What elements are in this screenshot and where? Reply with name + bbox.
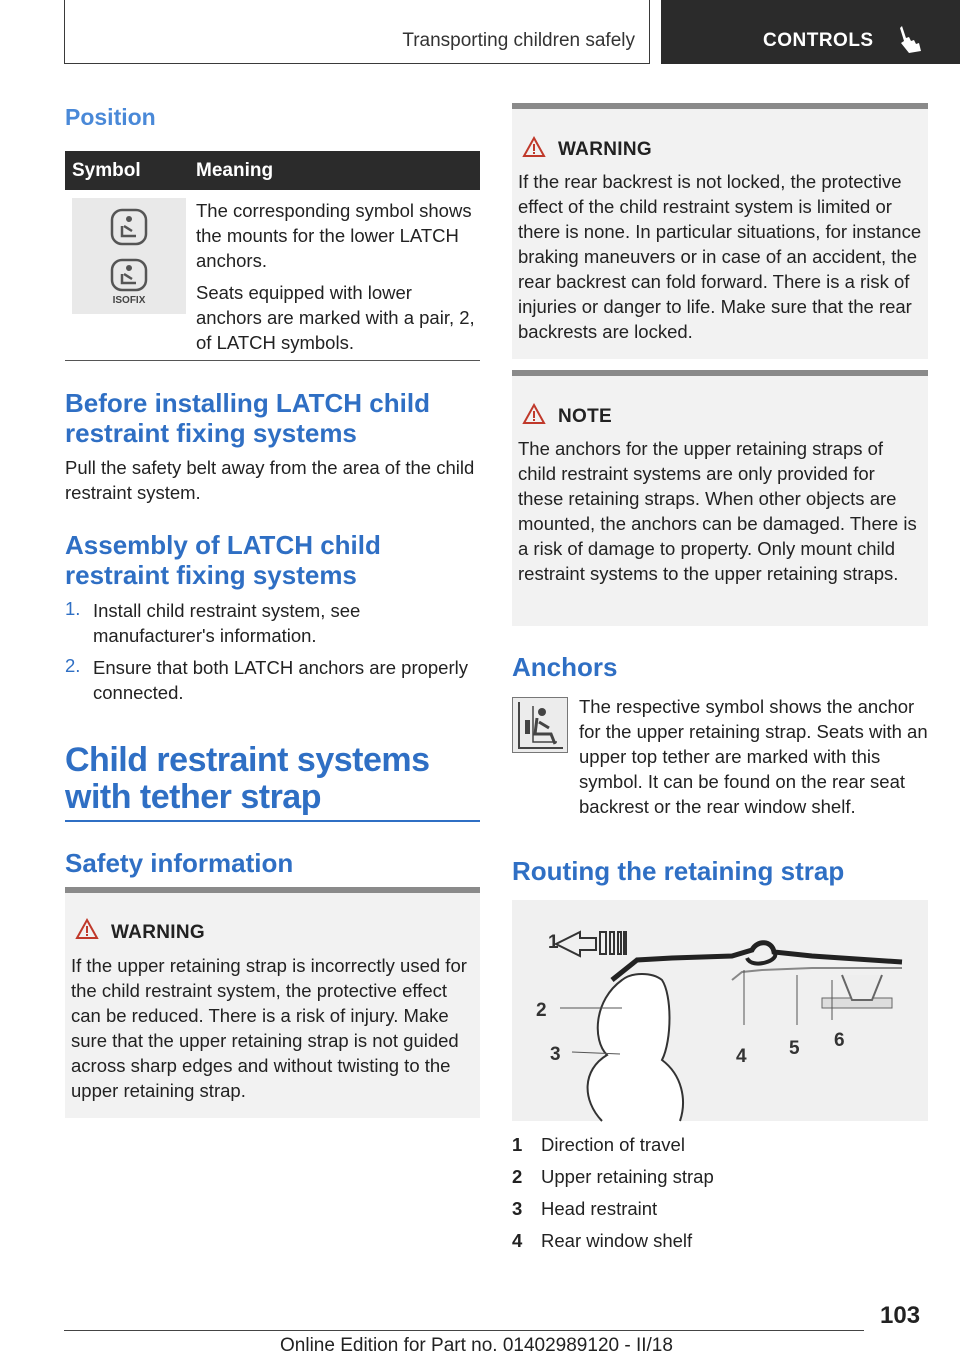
- col-meaning: Meaning: [196, 160, 274, 181]
- meaning-paragraph-1: The corresponding symbol shows the mounts for the lower LATCH anchors.: [196, 200, 472, 271]
- routing-heading: Routing the retaining strap: [512, 856, 845, 886]
- symbol-table-header: [65, 151, 480, 190]
- pointing-hand-icon: [897, 24, 923, 54]
- legend-number: 3: [512, 1198, 523, 1219]
- legend-text: Direction of travel: [541, 1134, 685, 1155]
- meaning-paragraph-2: Seats equipped with lower anchors are marked with a pair, 2, of LATCH symbols.: [196, 282, 475, 353]
- diagram-label-4: 4: [736, 1046, 747, 1067]
- footer-edition: Online Edition for Part no. 01402989120 - II/18: [280, 1335, 673, 1356]
- legend-text: Head restraint: [541, 1198, 658, 1219]
- diagram-label-6: 6: [834, 1030, 845, 1051]
- legend-text: Rear window shelf: [541, 1230, 693, 1251]
- warning-triangle-icon: [75, 918, 99, 940]
- warning-text: If the rear backrest is not locked, the protective effect of the child restraint system is limited or there is none. In particular situations, for instance braking maneuvers or in case of an accident, the rear backrest can fold forward. There is a risk of injuries or danger to life. Make sure that the rear backrests are locked.: [518, 171, 922, 342]
- legend-number: 4: [512, 1230, 523, 1251]
- anchors-text-part: [579, 694, 931, 817]
- diagram-label-2: 2: [536, 1000, 547, 1021]
- anchors-text-continued: [512, 769, 932, 819]
- anchors-text: The respective symbol shows the anchor for the upper retaining strap. Seats with an upper top tether are marked with this symbol. It can be found on the rear seat backrest or the rear window shelf.: [579, 696, 928, 817]
- assembly-heading: Assembly of LATCH child restraint fixing systems: [65, 530, 381, 590]
- top-tether-symbol: [512, 697, 568, 753]
- strap-routing-diagram: [512, 900, 928, 1121]
- col-symbol: Symbol: [72, 160, 141, 181]
- isofix-label: ISOFIX: [112, 295, 146, 306]
- header-chapter-box: [661, 0, 960, 64]
- footer-divider: [64, 1330, 864, 1331]
- table-divider: [65, 360, 480, 361]
- diagram-label-5: 5: [789, 1038, 800, 1059]
- tether-strap-heading: Child restraint systems with tether strap: [65, 741, 430, 816]
- strap-routing-illustration: [512, 900, 928, 1121]
- diagram-label-3: 3: [550, 1044, 561, 1065]
- note-title: NOTE: [558, 406, 612, 427]
- header-chapter-title: CONTROLS: [763, 30, 874, 51]
- step-text: Install child restraint system, see manufacturer's information.: [93, 600, 361, 646]
- header-section-box: [64, 0, 650, 64]
- warning-title: WARNING: [558, 139, 652, 160]
- diagram-label-1: 1: [548, 932, 559, 953]
- legend-number: 2: [512, 1166, 523, 1187]
- step-text: Ensure that both LATCH anchors are properly connected.: [93, 657, 468, 703]
- step-number: 2.: [65, 655, 81, 676]
- before-installing-text: Pull the safety belt away from the area of the child restraint system.: [65, 457, 475, 503]
- note-box-anchors: [512, 370, 928, 626]
- header-section-title: Transporting children safely: [402, 30, 635, 51]
- warning-box-backrest: [512, 103, 928, 359]
- latch-symbol-box: [72, 198, 186, 314]
- warning-triangle-icon: [522, 403, 546, 425]
- before-installing-heading: Before installing LATCH child restraint fixing systems: [65, 388, 430, 448]
- top-tether-icon: [513, 698, 567, 752]
- anchors-heading: Anchors: [512, 652, 618, 682]
- warning-box-strap: [65, 887, 480, 1118]
- legend-text: Upper retaining strap: [541, 1166, 714, 1187]
- warning-text: If the upper retaining strap is incorrectly used for the child restraint system, the protective effect can be reduced. There is a risk of injury. Make sure that the upper retaining strap is not guided across sharp edges and without twisting to the upper retaining strap.: [71, 955, 467, 1101]
- child-seat-icon: [72, 198, 186, 314]
- warning-triangle-icon: [522, 136, 546, 158]
- note-text: The anchors for the upper retaining straps of child restraint systems are only provided for these retaining straps. When other objects are mounted, the anchors can be damaged. There is a risk of damage to property. Only mount child restraint systems to the upper retaining straps.: [518, 438, 917, 584]
- safety-info-heading: Safety information: [65, 848, 294, 878]
- position-heading: Position: [65, 104, 156, 130]
- heading-underline: [65, 820, 480, 822]
- step-number: 1.: [65, 598, 81, 619]
- page-number: 103: [880, 1302, 921, 1329]
- warning-title: WARNING: [111, 922, 205, 943]
- legend-number: 1: [512, 1134, 523, 1155]
